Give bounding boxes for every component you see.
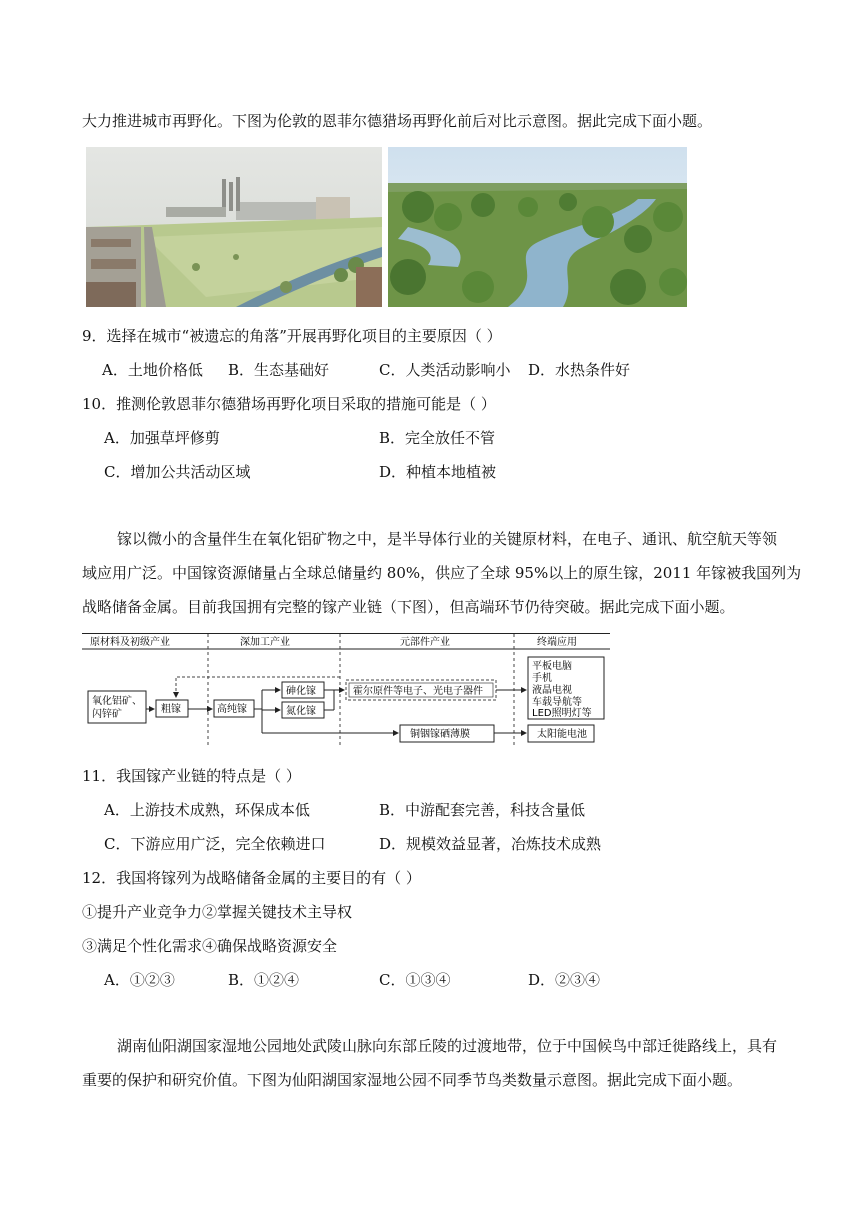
before-rewilding-image xyxy=(86,147,382,307)
q12-option-c[interactable]: C．①③④ xyxy=(379,971,451,989)
after-rewilding-image xyxy=(388,147,687,307)
crude-gallium-label: 粗镓 xyxy=(161,704,181,715)
q10-option-b[interactable]: B．完全放任不管 xyxy=(379,429,496,447)
q11-option-a[interactable]: A．上游技术成熟，环保成本低 xyxy=(104,801,310,819)
question-9-stem: 9．选择在城市“被遗忘的角落”开展再野化项目的主要原因（ ） xyxy=(82,327,502,345)
passage-gallium-line2: 域应用广泛。中国镓资源储量占全球总储量约 80%，供应了全球 95%以上的原生镓，2011 年镓被我国列为 xyxy=(82,564,802,582)
q12-option-d[interactable]: D．②③④ xyxy=(528,971,601,989)
q11-option-d[interactable]: D．规模效益显著，冶炼技术成熟 xyxy=(379,835,602,853)
ore-label-1: 氧化铝矿、 xyxy=(92,696,142,707)
stage-header-terminal: 终端应用 xyxy=(537,637,577,648)
q12-option-b[interactable]: B．①②④ xyxy=(228,971,300,989)
q10-option-d[interactable]: D．种植本地植被 xyxy=(379,463,497,481)
passage-wetland-line1: 湖南仙阳湖国家湿地公园地处武陵山脉向东部丘陵的过渡地带，位于中国候鸟中部迁徙路线上，具有 xyxy=(117,1037,778,1055)
question-12-stem: 12．我国将镓列为战略储备金属的主要目的有（ ） xyxy=(82,869,421,887)
q9-option-b[interactable]: B．生态基础好 xyxy=(228,361,330,379)
q12-option-a[interactable]: A．①②③ xyxy=(104,971,175,989)
q12-statements-line1: ①提升产业竞争力②掌握关键技术主导权 xyxy=(82,903,353,921)
gan-label: 氮化镓 xyxy=(286,706,316,717)
terminal-item-2: 手机 xyxy=(532,673,552,684)
gaas-label: 砷化镓 xyxy=(286,686,316,697)
question-10-stem: 10．推测伦敦恩菲尔德猎场再野化项目采取的措施可能是（ ） xyxy=(82,395,496,413)
terminal-item-5: LED照明灯等 xyxy=(532,708,592,719)
passage-intro: 大力推进城市再野化。下图为伦敦的恩菲尔德猎场再野化前后对比示意图。据此完成下面小题。 xyxy=(82,112,713,130)
solar-cell-label: 太阳能电池 xyxy=(537,729,587,740)
q9-option-d[interactable]: D．水热条件好 xyxy=(528,361,631,379)
question-11-stem: 11．我国镓产业链的特点是（ ） xyxy=(82,767,301,785)
q11-option-b[interactable]: B．中游配套完善，科技含量低 xyxy=(379,801,586,819)
stage-header-raw: 原材料及初级产业 xyxy=(90,637,170,648)
q10-option-a[interactable]: A．加强草坪修剪 xyxy=(104,429,220,447)
terminal-item-3: 液晶电视 xyxy=(532,685,572,696)
terminal-item-4: 车载导航等 xyxy=(532,697,582,708)
gallium-industry-chain-diagram xyxy=(82,633,610,745)
passage-gallium-line3: 战略储备金属。目前我国拥有完整的镓产业链（下图），但高端环节仍待突破。据此完成下面小题。 xyxy=(82,598,735,616)
cigs-film-label: 铜铟镓硒薄膜 xyxy=(410,729,470,740)
q10-option-c[interactable]: C．增加公共活动区域 xyxy=(104,463,251,481)
passage-gallium-line1: 镓以微小的含量伴生在氧化铝矿物之中，是半导体行业的关键原材料，在电子、通讯、航空航天等领 xyxy=(117,530,778,548)
q11-option-c[interactable]: C．下游应用广泛，完全依赖进口 xyxy=(104,835,326,853)
q9-option-c[interactable]: C．人类活动影响小 xyxy=(379,361,511,379)
stage-header-processing: 深加工产业 xyxy=(240,637,290,648)
q9-option-a[interactable]: A．土地价格低 xyxy=(102,361,203,379)
stage-header-components: 元部件产业 xyxy=(400,637,450,648)
q12-statements-line2: ③满足个性化需求④确保战略资源安全 xyxy=(82,937,338,955)
passage-wetland-line2: 重要的保护和研究价值。下图为仙阳湖国家湿地公园不同季节鸟类数量示意图。据此完成下面小题。 xyxy=(82,1071,743,1089)
hall-device-label: 霍尔原件等电子、光电子器件 xyxy=(353,686,483,697)
terminal-item-1: 平板电脑 xyxy=(532,661,572,672)
pure-gallium-label: 高纯镓 xyxy=(217,704,247,715)
ore-label-2: 闪锌矿 xyxy=(92,709,122,720)
